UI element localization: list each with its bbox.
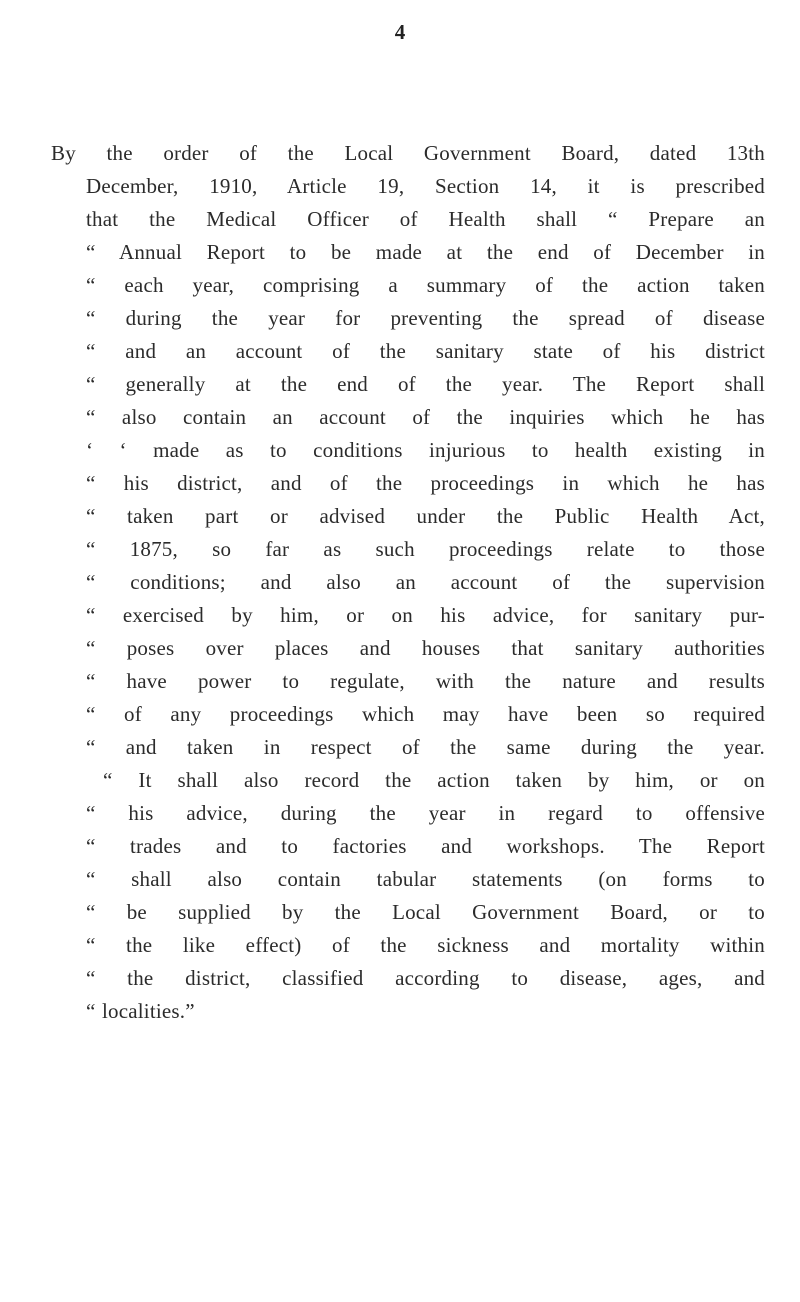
text-line: “ trades and to factories and workshops. The Report	[86, 834, 765, 858]
text-line: “ poses over places and houses that sanitary authorities	[86, 636, 765, 660]
text-line: “ each year, comprising a summary of the action taken	[86, 273, 765, 297]
text-line: “ the like effect) of the sickness and mortality within	[86, 933, 765, 957]
text-line: “ have power to regulate, with the nature and results	[86, 669, 765, 693]
text-line: “ and an account of the sanitary state of his district	[86, 339, 765, 363]
text-line: “ 1875, so far as such proceedings relate to those	[86, 537, 765, 561]
text-line: December, 1910, Article 19, Section 14, it is prescribed	[86, 174, 765, 198]
text-line: “ be supplied by the Local Government Board, or to	[86, 900, 765, 924]
text-line: “ localities.”	[86, 999, 195, 1023]
text-line: “ his advice, during the year in regard to offensive	[86, 801, 765, 825]
text-line: “ conditions; and also an account of the supervision	[86, 570, 765, 594]
text-line: “ of any proceedings which may have been so required	[86, 702, 765, 726]
text-line: “ It shall also record the action taken by him, or on	[103, 768, 765, 792]
text-line: “ the district, classified according to disease, ages, and	[86, 966, 765, 990]
text-line: ‘ ‘ made as to conditions injurious to health existing in	[86, 438, 765, 462]
text-line: “ shall also contain tabular statements (on forms to	[86, 867, 765, 891]
text-line: “ generally at the end of the year. The Report shall	[86, 372, 765, 396]
text-line: “ during the year for preventing the spread of disease	[86, 306, 765, 330]
text-line: “ taken part or advised under the Public Health Act,	[86, 504, 765, 528]
text-line: “ exercised by him, or on his advice, for sanitary pur-	[86, 603, 765, 627]
text-line: that the Medical Officer of Health shall “ Prepare an	[86, 207, 765, 231]
text-line: “ Annual Report to be made at the end of December in	[86, 240, 765, 264]
text-line: By the order of the Local Government Board, dated 13th	[51, 141, 765, 165]
text-line: “ his district, and of the proceedings in which he has	[86, 471, 765, 495]
text-line: “ and taken in respect of the same during the year.	[86, 735, 765, 759]
page-number: 4	[394, 20, 406, 44]
text-line: “ also contain an account of the inquiries which he has	[86, 405, 765, 429]
